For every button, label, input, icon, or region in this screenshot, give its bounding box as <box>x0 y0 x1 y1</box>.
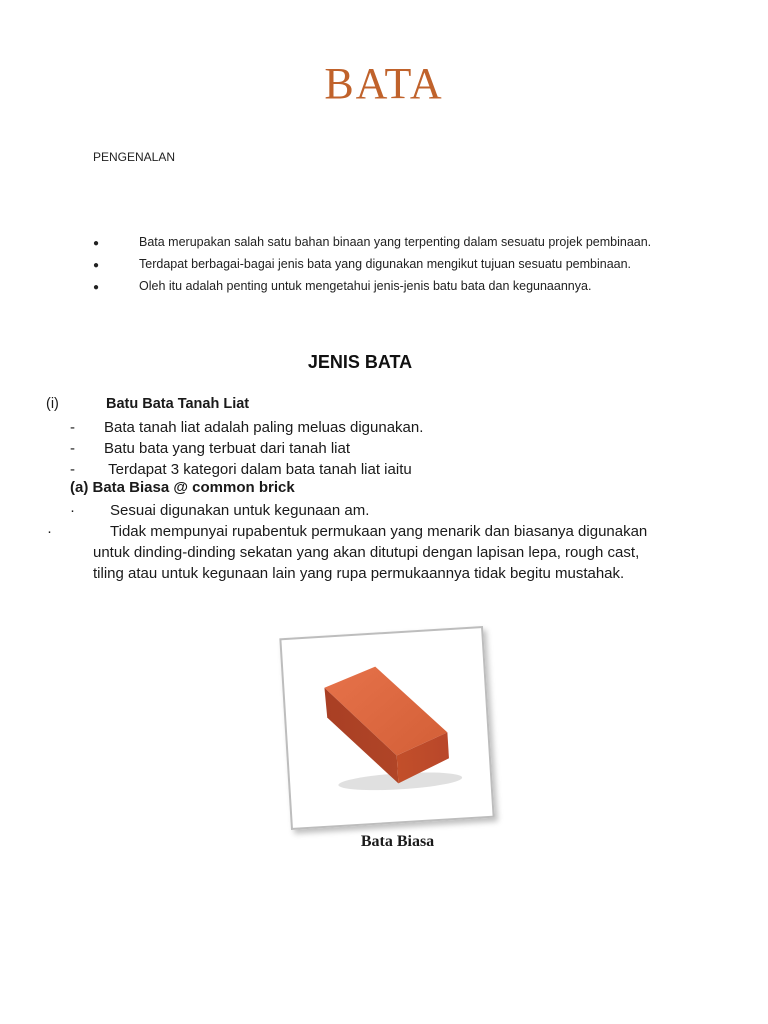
bullet-icon: ● <box>93 238 100 249</box>
dash-list-item: - Bata tanah liat adalah paling meluas digunakan. <box>70 419 424 436</box>
brick-icon <box>292 639 478 813</box>
dash-marker: - <box>70 440 75 457</box>
dot-list <box>47 500 670 584</box>
page-title: BATA <box>324 59 444 108</box>
bullet-icon: ● <box>93 282 100 293</box>
intro-bullet-item: ● Bata merupakan salah satu bahan binaan yang terpenting dalam sesuatu projek pembinaan. <box>93 234 683 252</box>
intro-heading: PENGENALAN <box>93 150 176 164</box>
intro-bullet-item: ● Terdapat berbagai-bagai jenis bata yang digunakan mengikut tujuan sesuatu pembinaan. <box>93 256 683 274</box>
dash-list-item: - Batu bata yang terbuat dari tanah liat <box>70 440 351 457</box>
subsection-heading <box>46 396 249 412</box>
dot-marker: · <box>70 502 75 519</box>
section-title: JENIS BATA <box>307 352 413 372</box>
brick-photo <box>279 626 494 830</box>
dash-marker: - <box>70 419 75 436</box>
dot-marker: · <box>47 523 52 540</box>
dash-marker: - <box>70 461 75 478</box>
image-caption: Bata Biasa <box>360 833 435 850</box>
intro-bullet-item: ● Oleh itu adalah penting untuk mengetahui jenis-jenis batu bata dan kegunaannya. <box>93 278 683 296</box>
dash-list-item: - Terdapat 3 kategori dalam bata tanah liat iaitu <box>70 461 412 478</box>
subsection-number: (i) <box>46 396 59 412</box>
dot-list-item: · Tidak mempunyai rupabentuk permukaan yang menarik dan biasanya digunakan untuk dinding-dinding sekatan yang akan ditutupi dengan lapisan lepa, rough cast, tiling atau untuk kegunaan lain yang rupa permukaannya tidak begitu mustahak. <box>47 523 648 582</box>
dash-list <box>70 417 670 480</box>
intro-list <box>93 234 683 300</box>
dot-list-item: · Sesuai digunakan untuk kegunaan am. <box>70 502 370 519</box>
subsection-title: Batu Bata Tanah Liat <box>106 396 250 412</box>
category-title: (a) Bata Biasa @ common brick <box>70 479 295 496</box>
bullet-icon: ● <box>93 260 100 271</box>
